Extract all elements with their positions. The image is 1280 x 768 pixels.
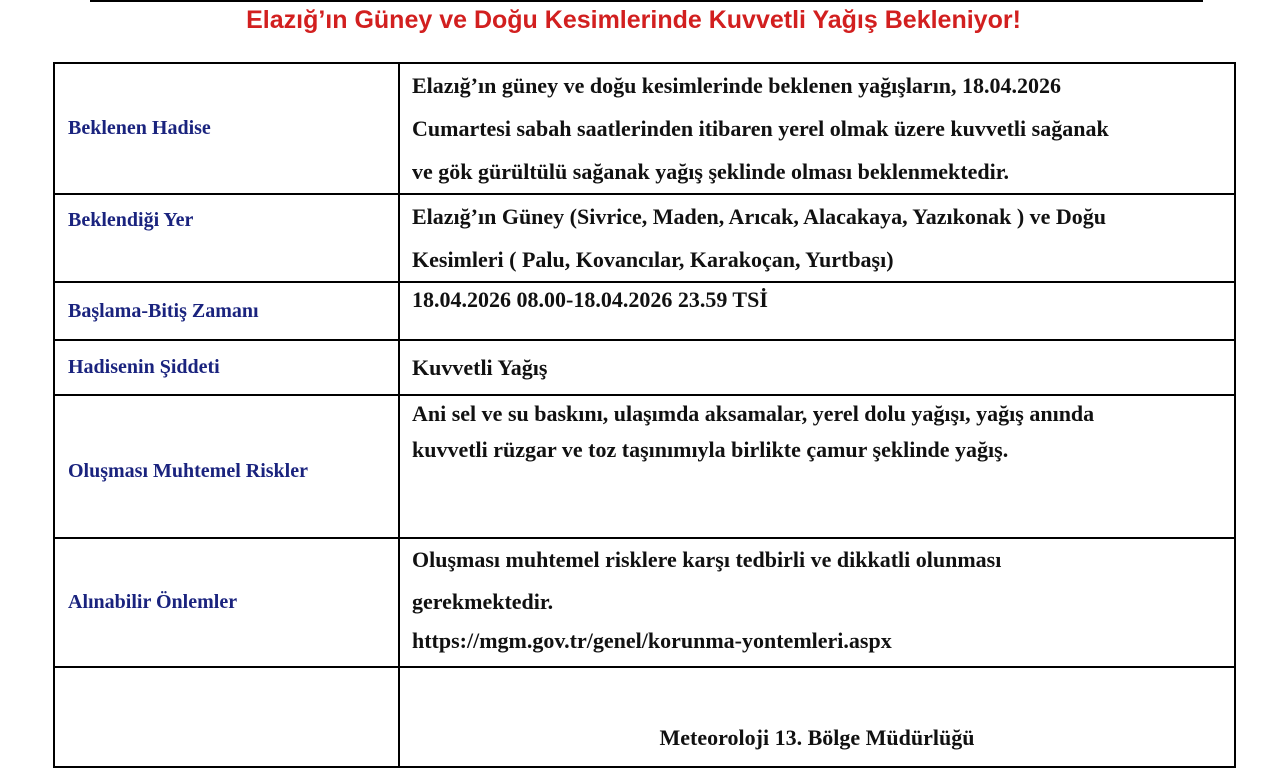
value-line: gerekmektedir. [412,589,554,614]
row-value-alinabilir-onlemler [399,538,1235,667]
row-value-olusmasi-muhtemel-riskler [399,395,1235,538]
value-line: Kuvvetli Yağış [412,354,548,380]
row-label-footer [54,667,399,767]
issuing-office: Meteoroloji 13. Bölge Müdürlüğü [659,725,975,750]
row-label-alinabilir-onlemler: Alınabilir Önlemler [54,538,399,667]
value-line: Kesimleri ( Palu, Kovancılar, Karakoçan, Yurtbaşı) [412,247,894,272]
value-line: Ani sel ve su baskını, ulaşımda aksamalar, yerel dolu yağışı, yağış anında [412,401,1095,426]
table-row-beklendigi-yer [54,194,1235,282]
value-line: Elazığ’ın Güney (Sivrice, Maden, Arıcak, Alacakaya, Yazıkonak ) ve Doğu [412,204,1107,229]
table-row-footer [54,667,1235,767]
row-label-beklenen-hadise: Beklenen Hadise [54,63,399,194]
document-title: Elazığ’ın Güney ve Doğu Kesimlerinde Kuvvetli Yağış Bekleniyor! [246,6,1021,34]
row-value-baslama-bitis [399,282,1235,340]
row-label-hadisenin-siddeti: Hadisenin Şiddeti [54,340,399,395]
row-label-olusmasi-muhtemel-riskler: Oluşması Muhtemel Riskler [54,395,399,538]
weather-warning-table [53,62,1236,768]
row-value-beklendigi-yer [399,194,1235,282]
top-border-line [90,0,1203,2]
value-line: Oluşması muhtemel risklere karşı tedbirli ve dikkatli olunması [412,547,1002,572]
value-line: ve gök gürültülü sağanak yağış şeklinde olması beklenmektedir. [412,159,1009,184]
table-row-olusmasi-muhtemel-riskler [54,395,1235,538]
table-row-hadisenin-siddeti [54,340,1235,395]
row-value-hadisenin-siddeti [399,340,1235,395]
row-value-beklenen-hadise [399,63,1235,194]
table-row-beklenen-hadise [54,63,1235,194]
row-label-baslama-bitis: Başlama-Bitiş Zamanı [54,282,399,340]
value-line: Cumartesi sabah saatlerinden itibaren yerel olmak üzere kuvvetli sağanak [412,116,1109,141]
value-line: kuvvetli rüzgar ve toz taşınımıyla birlikte çamur şeklinde yağış. [412,437,1009,462]
row-label-beklendigi-yer: Beklendiği Yer [54,194,399,282]
value-line: 18.04.2026 08.00-18.04.2026 23.59 TSİ [412,287,768,312]
table-row-baslama-bitis [54,282,1235,340]
value-line-link: https://mgm.gov.tr/genel/korunma-yontemleri.aspx [412,628,892,653]
table-row-alinabilir-onlemler [54,538,1235,667]
row-value-footer [399,667,1235,767]
value-line: Elazığ’ın güney ve doğu kesimlerinde beklenen yağışların, 18.04.2026 [412,73,1062,98]
